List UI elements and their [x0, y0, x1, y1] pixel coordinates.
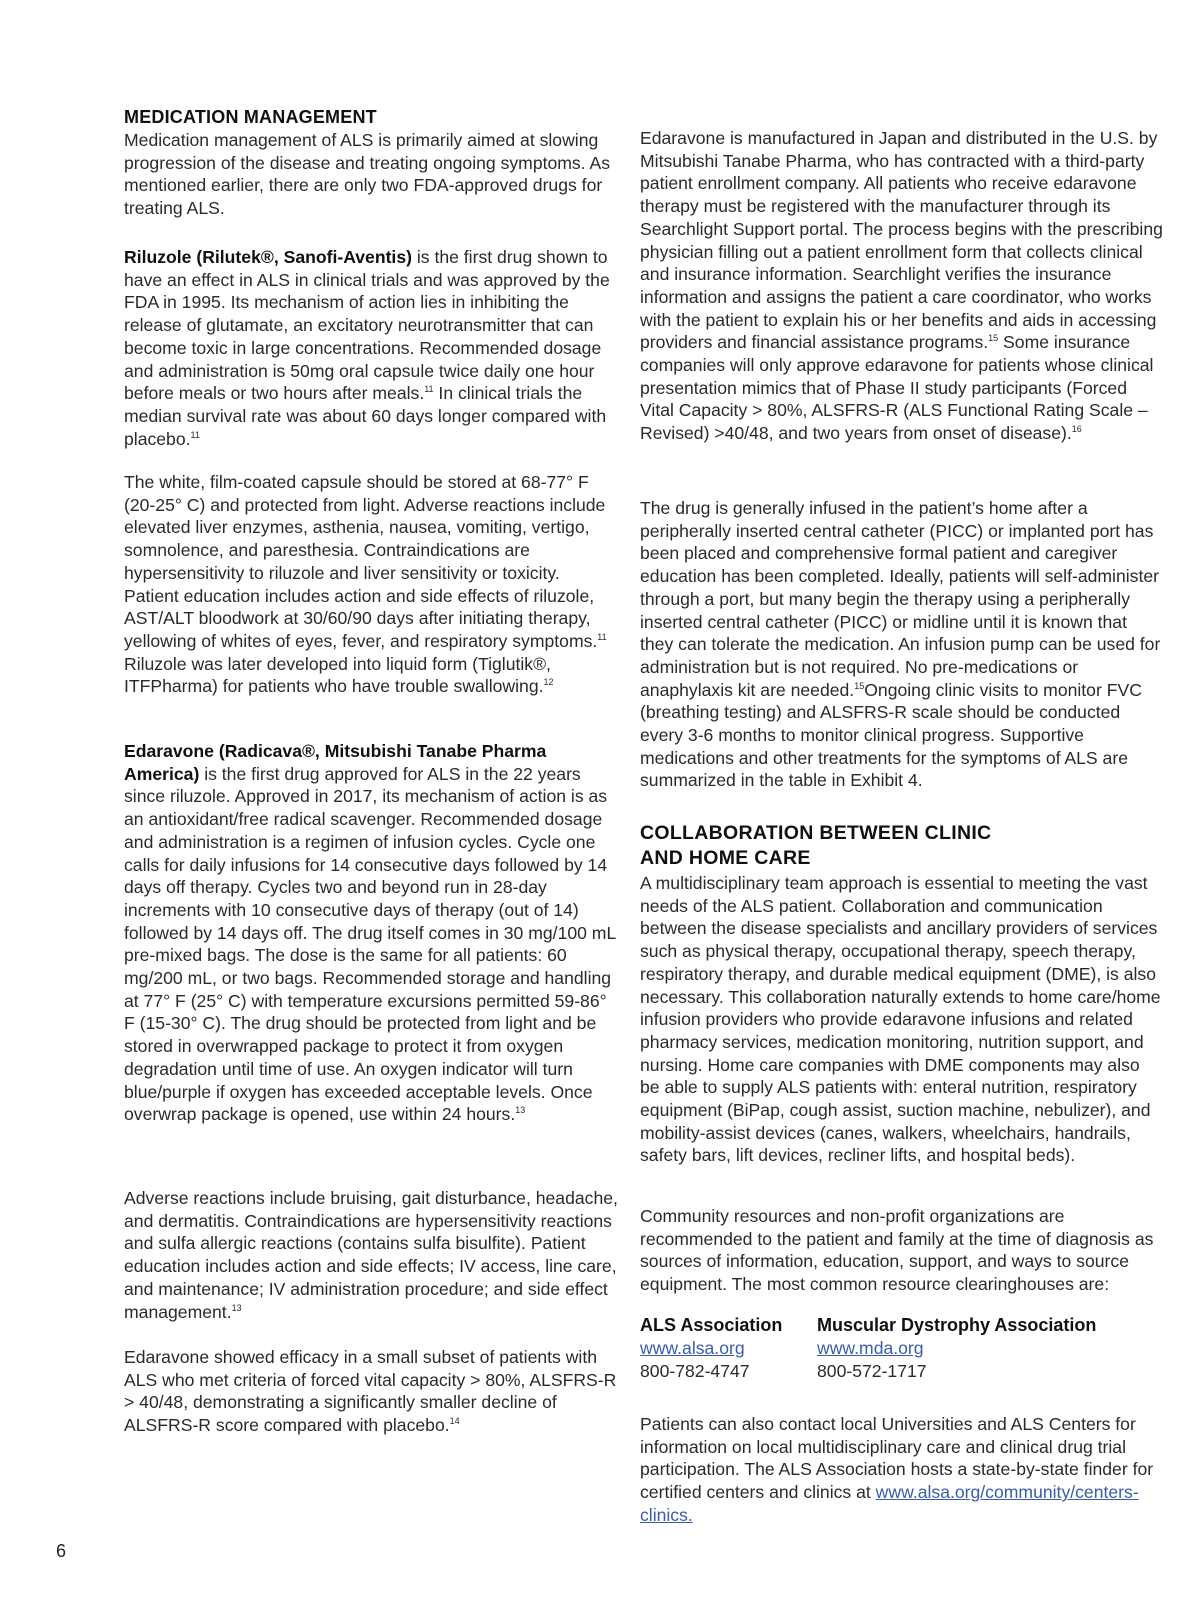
centers-clinics-link[interactable]: www.alsa.org/community/centers-clinics.: [640, 1482, 1139, 1525]
footnote-ref: 15: [854, 680, 865, 691]
heading-line-2: AND HOME CARE: [640, 847, 811, 869]
home-infusion-text-2: Ongoing clinic visits to monitor FVC (breathing testing) and ALSFRS-R scale should be conducted every 3-6 months to monitor clinical progress. Supportive medications and other treatments for the symptoms of ALS are summarized in the table in Exhibit 4.: [640, 679, 1142, 791]
riluzole-storage-paragraph: [124, 471, 618, 698]
riluzole-text-2: In clinical trials the median survival rate was about 60 days longer compared with placebo.: [124, 383, 607, 449]
footnote-ref: 15: [988, 333, 999, 344]
home-infusion-paragraph: [640, 497, 1164, 792]
footnote-ref: 13: [231, 1302, 242, 1313]
org-website-link[interactable]: www.mda.org: [817, 1338, 924, 1358]
enrollment-text-2: Some insurance companies will only approve edaravone for patients whose clinical presentation mimics that of Phase II study participants (Forced Vital Capacity > 80%, ALSFRS-R (ALS Functional Rating Scale – Revised) >40/48, and two years from onset of disease).: [640, 332, 1154, 444]
section-heading-medication-management: MEDICATION MANAGEMENT: [124, 107, 377, 127]
footnote-ref: 11: [190, 429, 200, 440]
edaravone-adverse-text: Adverse reactions include bruising, gait disturbance, headache, and dermatitis. Contraindications are hypersensitivity reactions and sulfa allergic reactions (contains sulfa bisulfite). Patient education includes action and side effects; IV access, line care, and maintenance; IV administration procedure; and side effect management.: [124, 1188, 618, 1322]
section-heading-collaboration: [640, 821, 991, 871]
edaravone-text: is the first drug approved for ALS in the 22 years since riluzole. Approved in 2017, its mechanism of action is as an antioxidant/free radical scavenger. Recommended dosage and administration is a regimen of infusion cycles. Cycle one calls for daily infusions for 14 consecutive days followed by 14 days off therapy. Cycles two and beyond run in 28-day increments with 10 consecutive days of therapy (out of 14) followed by 14 days off. The drug itself comes in 30 mg/100 mL pre-mixed bags. The dose is the same for all patients: 60 mg/200 mL, or two bags. Recommended storage and handling at 77° F (25° C) with temperature excursions permitted 59-86° F (15-30° C). The drug should be protected from light and be stored in overwrapped package to protect it from oxygen degradation until time of use. An oxygen indicator will turn blue/purple if oxygen has exceeded acceptable levels. Once overwrap package is opened, use within 24 hours.: [124, 763, 616, 1125]
footnote-ref: 11: [424, 384, 434, 395]
page-number: 6: [56, 1541, 67, 1561]
collaboration-text: A multidisciplinary team approach is essential to meeting the vast needs of the ALS patient. Collaboration and communication between the disease specialists and ancillary providers of services such as physical therapy, occupational therapy, speech therapy, respiratory therapy, and durable medical equipment (DME), is also necessary. This collaboration naturally extends to home care/home infusion providers who provide edaravone infusions and related pharmacy services, medication monitoring, nutrition support, and nursing. Home care companies with DME components may also be able to supply ALS patients with: enteral nutrition, respiratory equipment (BiPap, cough assist, suction machine, nebulizer), and mobility-assist devices (canes, walkers, wheelchairs, handrails, safety bars, lift devices, recliner lifts, and hospital beds).: [640, 873, 1161, 1166]
riluzole-drug-name: Riluzole (Rilutek®, Sanofi-Aventis): [124, 247, 412, 267]
riluzole-storage-text-1: The white, film-coated capsule should be stored at 68-77° F (20-25° C) and protected from light. Adverse reactions include elevated liver enzymes, asthenia, nausea, vomiting, vertigo, somnolence, and paresthesia. Contraindications are hypersensitivity to riluzole and liver sensitivity or toxicity. Patient education includes action and side effects of riluzole, AST/ALT bloodwork at 30/60/90 days after initiating therapy, yellowing of whites of eyes, fever, and respiratory symptoms.: [124, 472, 606, 651]
edaravone-drug-name: Edaravone (Radicava®, Mitsubishi Tanabe Pharma America): [124, 741, 547, 784]
edaravone-efficacy-text: Edaravone showed efficacy in a small subset of patients with ALS who met criteria of forced vital capacity > 80%, ALSFRS-R > 40/48, demonstrating a significantly smaller decline of ALSFRS-R score compared with placebo.: [124, 1347, 617, 1436]
home-infusion-text-1: The drug is generally infused in the patient’s home after a peripherally inserted central catheter (PICC) or implanted port has been placed and comprehensive formal patient and caregiver education has been completed. Ideally, patients will self-administer through a port, but many begin the therapy using a peripherally inserted central catheter (PICC) or midline until it is known that they can tolerate the medication. An infusion pump can be used for administration but is not required. No pre-medications or anaphylaxis kit are needed.: [640, 498, 1161, 700]
edaravone-adverse-paragraph: [124, 1187, 618, 1323]
org-als-association: [640, 1314, 782, 1382]
medication-intro-text: Medication management of ALS is primarily aimed at slowing progression of the disease and treating ongoing symptoms. As mentioned earlier, there are only two FDA-approved drugs for treating ALS.: [124, 130, 611, 219]
footnote-ref: 13: [515, 1105, 526, 1116]
enrollment-text-1: Edaravone is manufactured in Japan and distributed in the U.S. by Mitsubishi Tanabe Pharma, who has contracted with a third-party patient enrollment company. All patients who receive edaravone therapy must be registered with the manufacturer through its Searchlight Support portal. The process begins with the prescribing physician filling out a patient enrollment form that collects clinical and insurance information. Searchlight verifies the insurance information and assigns the patient a care coordinator, who works with the patient to explain his or her benefits and aids in accessing providers and financial assistance programs.: [640, 128, 1163, 353]
org-phone: 800-572-1717: [817, 1360, 927, 1381]
heading-line-1: COLLABORATION BETWEEN CLINIC: [640, 822, 992, 844]
als-centers-paragraph: [640, 1413, 1164, 1527]
footnote-ref: 12: [543, 677, 554, 688]
org-website-link[interactable]: www.alsa.org: [640, 1338, 745, 1358]
org-name: ALS Association: [640, 1315, 783, 1335]
edaravone-enrollment-paragraph: [640, 127, 1164, 445]
riluzole-text-1: is the first drug shown to have an effect in ALS in clinical trials and was approved by the FDA in 1995. Its mechanism of action lies in inhibiting the release of glutamate, an excitatory neurotransmitter that can become toxic in large concentrations. Recommended dosage and administration is 50mg oral capsule twice daily one hour before meals or two hours after meals.: [124, 247, 610, 404]
riluzole-paragraph: [124, 246, 618, 450]
medication-intro-paragraph: [124, 129, 618, 220]
edaravone-efficacy-paragraph: [124, 1346, 618, 1437]
footnote-ref: 14: [449, 1416, 460, 1427]
community-resources-paragraph: [640, 1205, 1164, 1296]
org-name: Muscular Dystrophy Association: [817, 1315, 1097, 1335]
community-resources-text: Community resources and non-profit organizations are recommended to the patient and family at the time of diagnosis as sources of information, education, support, and ways to source equipment. The most common resource clearinghouses are:: [640, 1206, 1154, 1295]
org-muscular-dystrophy-association: [817, 1314, 1096, 1382]
footnote-ref: 11: [597, 632, 607, 643]
footnote-ref: 16: [1071, 424, 1082, 435]
edaravone-paragraph: [124, 740, 618, 1126]
riluzole-storage-text-2: Riluzole was later developed into liquid form (Tiglutik®, ITFPharma) for patients who have trouble swallowing.: [124, 653, 551, 697]
collaboration-paragraph: [640, 872, 1164, 1167]
org-phone: 800-782-4747: [640, 1360, 750, 1381]
als-centers-text: Patients can also contact local Universities and ALS Centers for information on local multidisciplinary care and clinical drug trial participation. The ALS Association hosts a state-by-state finder for certified centers and clinics at: [640, 1414, 1154, 1503]
